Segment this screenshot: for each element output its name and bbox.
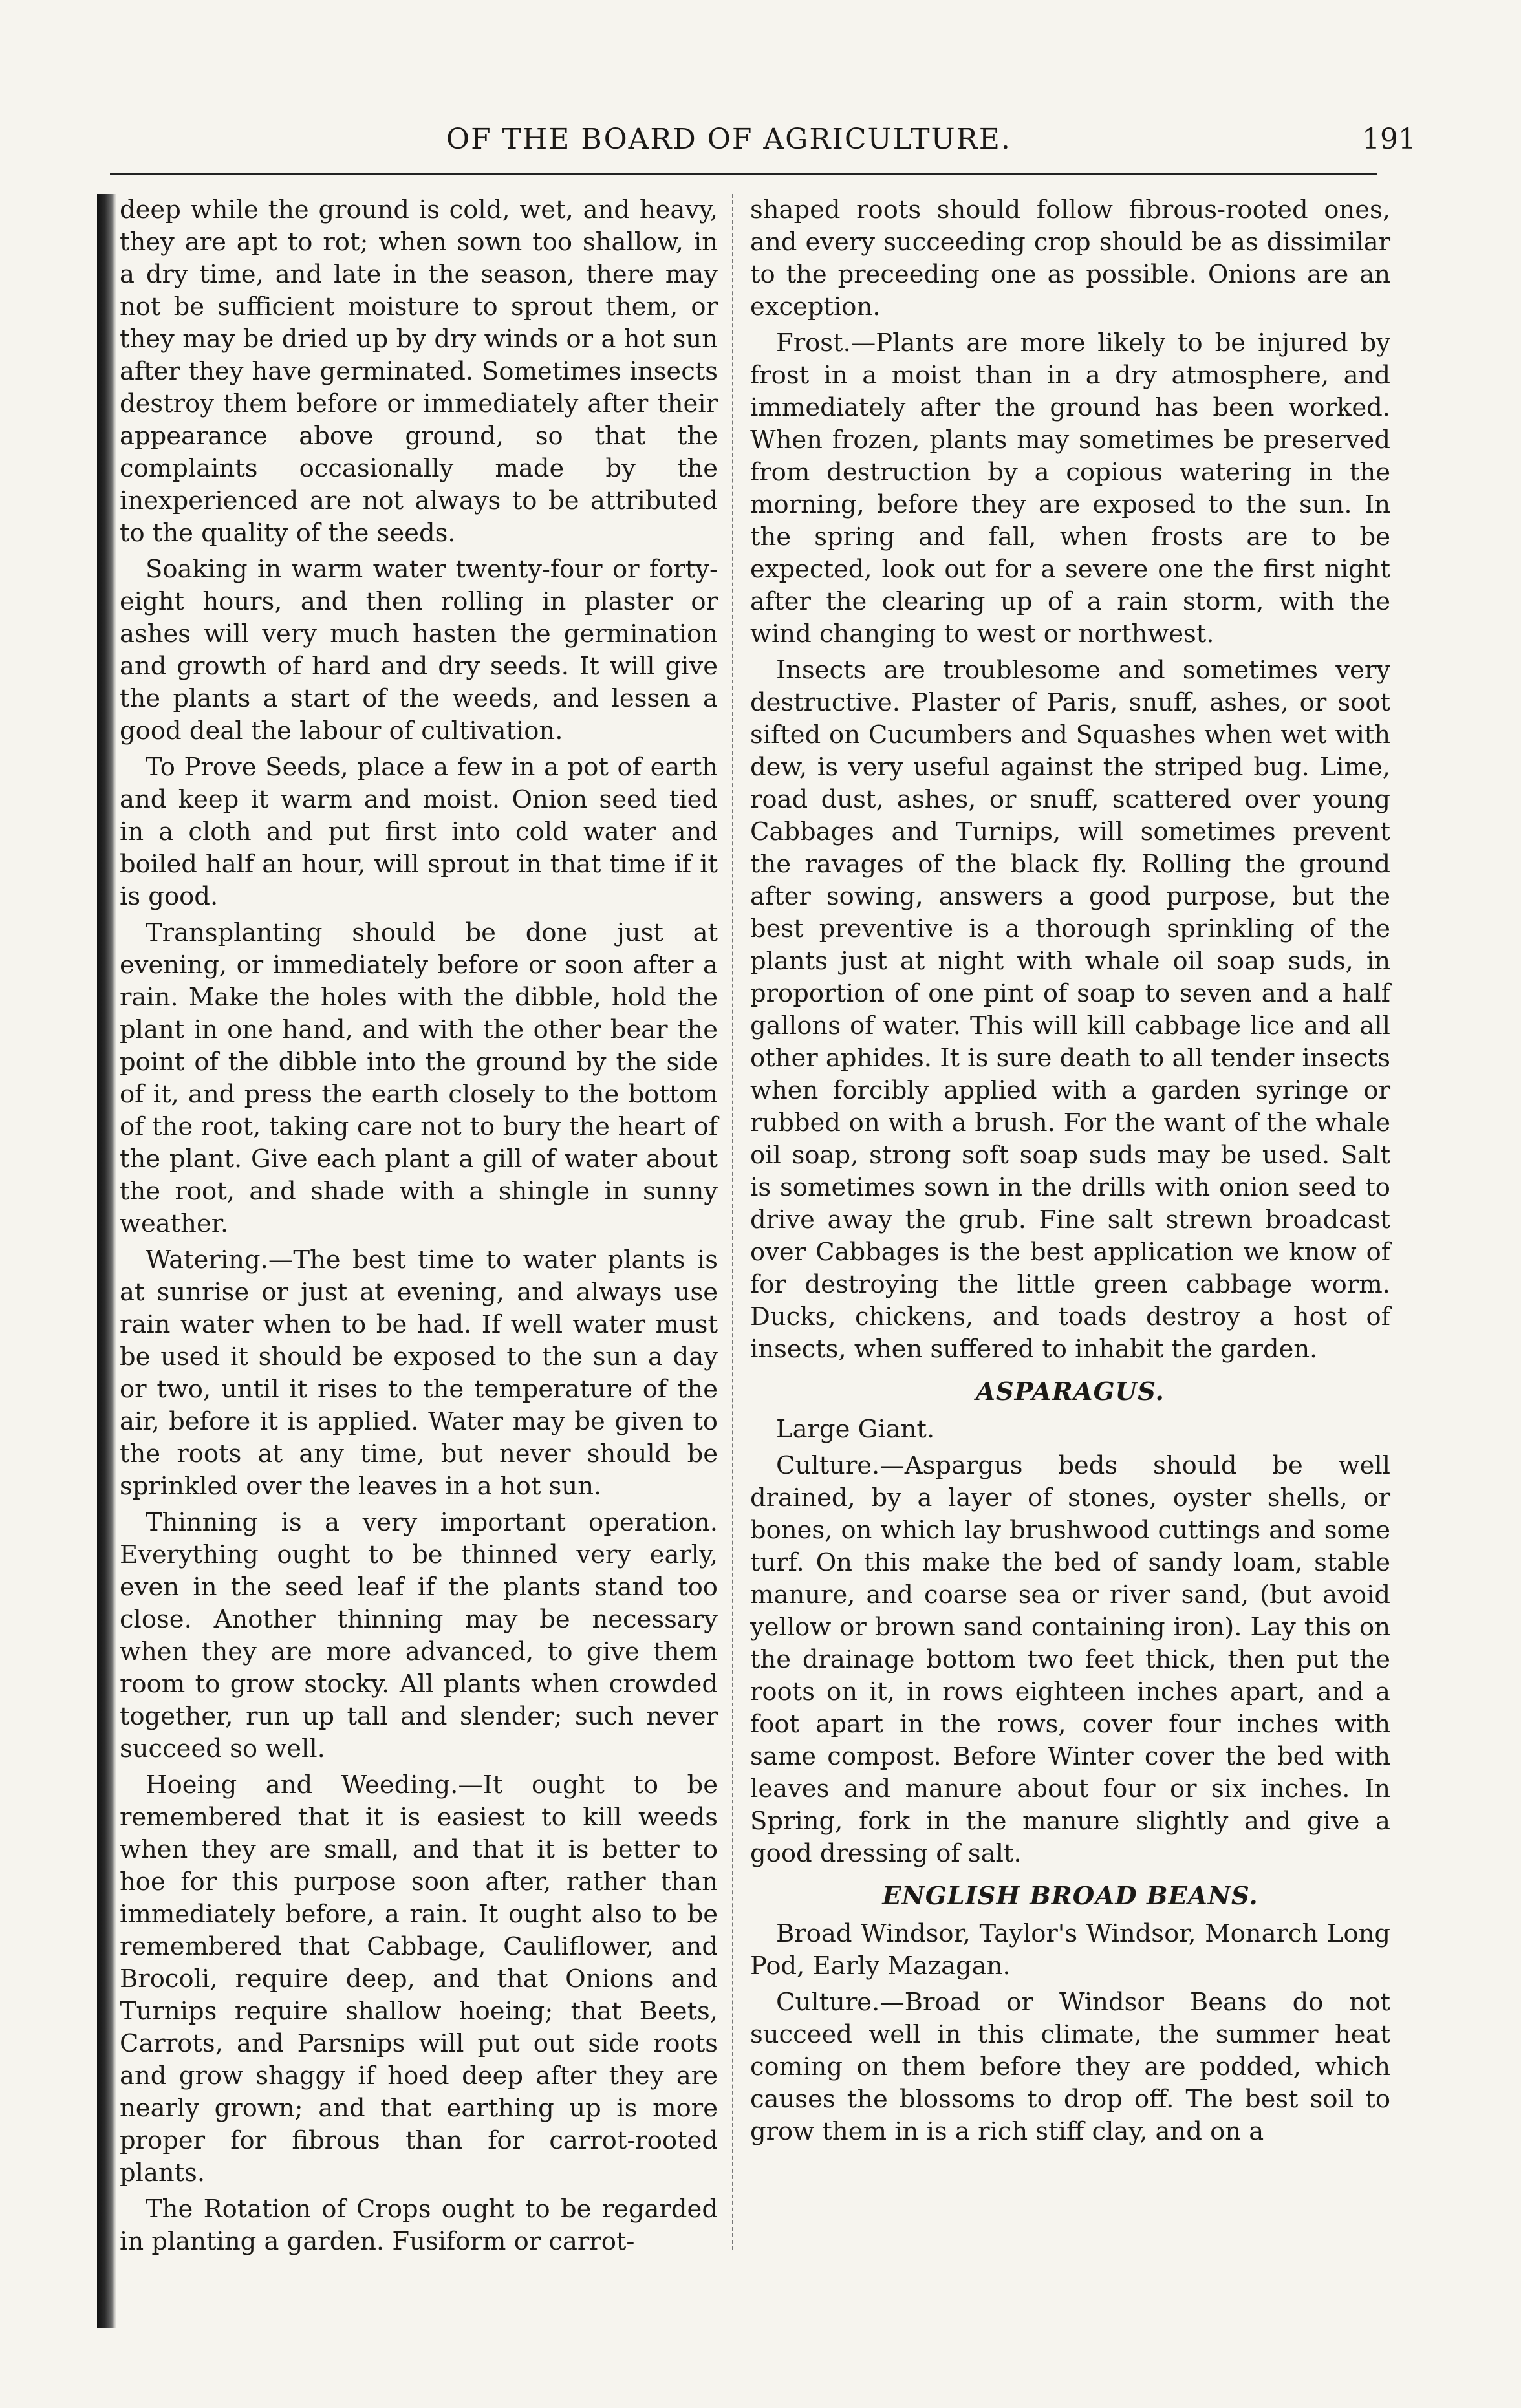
- paragraph-seed-depth: deep while the ground is cold, wet, and heavy, they are apt to rot; when sown too shallow, in a dry time, and late in the season, there may not be sufficient moisture to sprout them, or they may be dried up by dry winds or a hot sun after they have germinated. Sometimes insects destroy them before or immediately after their appearance above ground, so that the complaints occasionally made by the inexperienced are not always to be attributed to the quality of the seeds.: [120, 195, 718, 548]
- paragraph-rotation-continued: shaped roots should follow fibrous-rooted ones, and every succeeding crop should be as dissimilar to the preceeding one as possible. Onions are an exception.: [750, 195, 1390, 321]
- paragraph-rotation-of-crops: The Rotation of Crops ought to be regarded in planting a garden. Fusiform or carrot-: [120, 2195, 718, 2256]
- heading-english-broad-beans: ENGLISH BROAD BEANS.: [882, 1882, 1258, 1911]
- right-column: [750, 194, 1390, 2152]
- paragraph-insects: Insects are troublesome and sometimes very destructive. Plaster of Paris, snuff, ashes, or soot sifted on Cucumbers and Squashes when wet with dew, is very useful against the striped bug. Lime, road dust, ashes, or snuff, scattered over young Cabbages and Turnips, will sometimes prevent the ravages of the black fly. Rolling the ground after sowing, answers a good purpose, but the best preventive is a thorough sprinkling of the plants just at night with whale oil soap suds, in proportion of one pint of soap to seven and a half gallons of water. This will kill cabbage lice and all other aphides. It is sure death to all tender insects when forcibly applied with a garden syringe or rubbed on with a brush. For the want of the whale oil soap, strong soft soap suds may be used. Salt is sometimes sown in the drills with onion seed to drive away the grub. Fine salt strewn broadcast over Cabbages is the best application we know of for destroying the little green cabbage worm. Ducks, chickens, and toads destroy a host of insects, when suffered to inhabit the garden.: [750, 656, 1390, 1364]
- paragraph-transplanting: Transplanting should be done just at evening, or immediately before or soon after a rain. Make the holes with the dibble, hold the plant in one hand, and with the other bear the point of the dibble into the ground by the side of it, and press the earth closely to the bottom of the root, taking care not to bury the heart of the plant. Give each plant a gill of water about the root, and shade with a shingle in sunny weather.: [120, 918, 718, 1238]
- binding-shadow: [97, 194, 116, 2328]
- paragraph-prove-seeds: To Prove Seeds, place a few in a pot of earth and keep it warm and moist. Onion seed tied in a cloth and put first into cold water and boiled half an hour, will sprout in that time if it is good.: [120, 753, 718, 911]
- running-title: OF THE BOARD OF AGRICULTURE.: [446, 123, 1011, 156]
- paragraph-hoeing-weeding: Hoeing and Weeding.—It ought to be remembered that it is easiest to kill weeds when they are small, and that it is better to hoe for this purpose soon after, rather than immediately before, a rain. It ought also to be remembered that Cabbage, Cauliflower, and Brocoli, require deep, and that Onions and Turnips require shallow hoeing; that Beets, Carrots, and Parsnips will put out side roots and grow shaggy if hoed deep after they are nearly grown; and that earthing up is more proper for fibrous than for carrot-rooted plants.: [120, 1770, 718, 2188]
- paragraph-soaking: Soaking in warm water twenty-four or forty-eight hours, and then rolling in plaster or ashes will very much hasten the germination and growth of hard and dry seeds. It will give the plants a start of the weeds, and lessen a good deal the labour of cultivation.: [120, 555, 718, 746]
- column-divider: [732, 194, 733, 2250]
- asparagus-variety: Large Giant.: [776, 1415, 935, 1444]
- left-column: [120, 194, 718, 2262]
- header-rule: [110, 173, 1377, 175]
- page-number: 191: [1362, 123, 1416, 156]
- beans-culture: Culture.—Broad or Windsor Beans do not succeed well in this climate, the summer heat coming on them before they are podded, which causes the blossoms to drop off. The best soil to grow them in is a rich stiff clay, and on a: [750, 1988, 1390, 2146]
- paragraph-watering: Watering.—The best time to water plants is at sunrise or just at evening, and always use rain water when to be had. If well water must be used it should be exposed to the sun a day or two, until it rises to the temperature of the air, before it is applied. Water may be given to the roots at any time, but never should be sprinkled over the leaves in a hot sun.: [120, 1245, 718, 1501]
- beans-varieties: Broad Windsor, Taylor's Windsor, Monarch Long Pod, Early Mazagan.: [750, 1919, 1390, 1981]
- page-header: [97, 123, 1416, 162]
- paragraph-thinning: Thinning is a very important operation. Everything ought to be thinned very early, even in the seed leaf if the plants stand too close. Another thinning may be necessary when they are more advanced, to give them room to grow stocky. All plants when crowded together, run up tall and slender; such never succeed so well.: [120, 1508, 718, 1763]
- heading-asparagus: ASPARAGUS.: [976, 1377, 1165, 1406]
- asparagus-culture: Culture.—Aspargus beds should be well drained, by a layer of stones, oyster shells, or bones, on which lay brushwood cuttings and some turf. On this make the bed of sandy loam, stable manure, and coarse sea or river sand, (but avoid yellow or brown sand containing iron). Lay this on the drainage bottom two feet thick, then put the roots on it, in rows eighteen inches apart, and a foot apart in the rows, cover four inches with same compost. Before Winter cover the bed with leaves and manure about four or six inches. In Spring, fork in the manure slightly and give a good dressing of salt.: [750, 1451, 1390, 1868]
- paragraph-frost: Frost.—Plants are more likely to be injured by frost in a moist than in a dry atmosphere, and immediately after the ground has been worked. When frozen, plants may sometimes be preserved from destruction by a copious watering in the morning, before they are exposed to the sun. In the spring and fall, when frosts are to be expected, look out for a severe one the first night after the clearing up of a rain storm, with the wind changing to west or northwest.: [750, 328, 1390, 649]
